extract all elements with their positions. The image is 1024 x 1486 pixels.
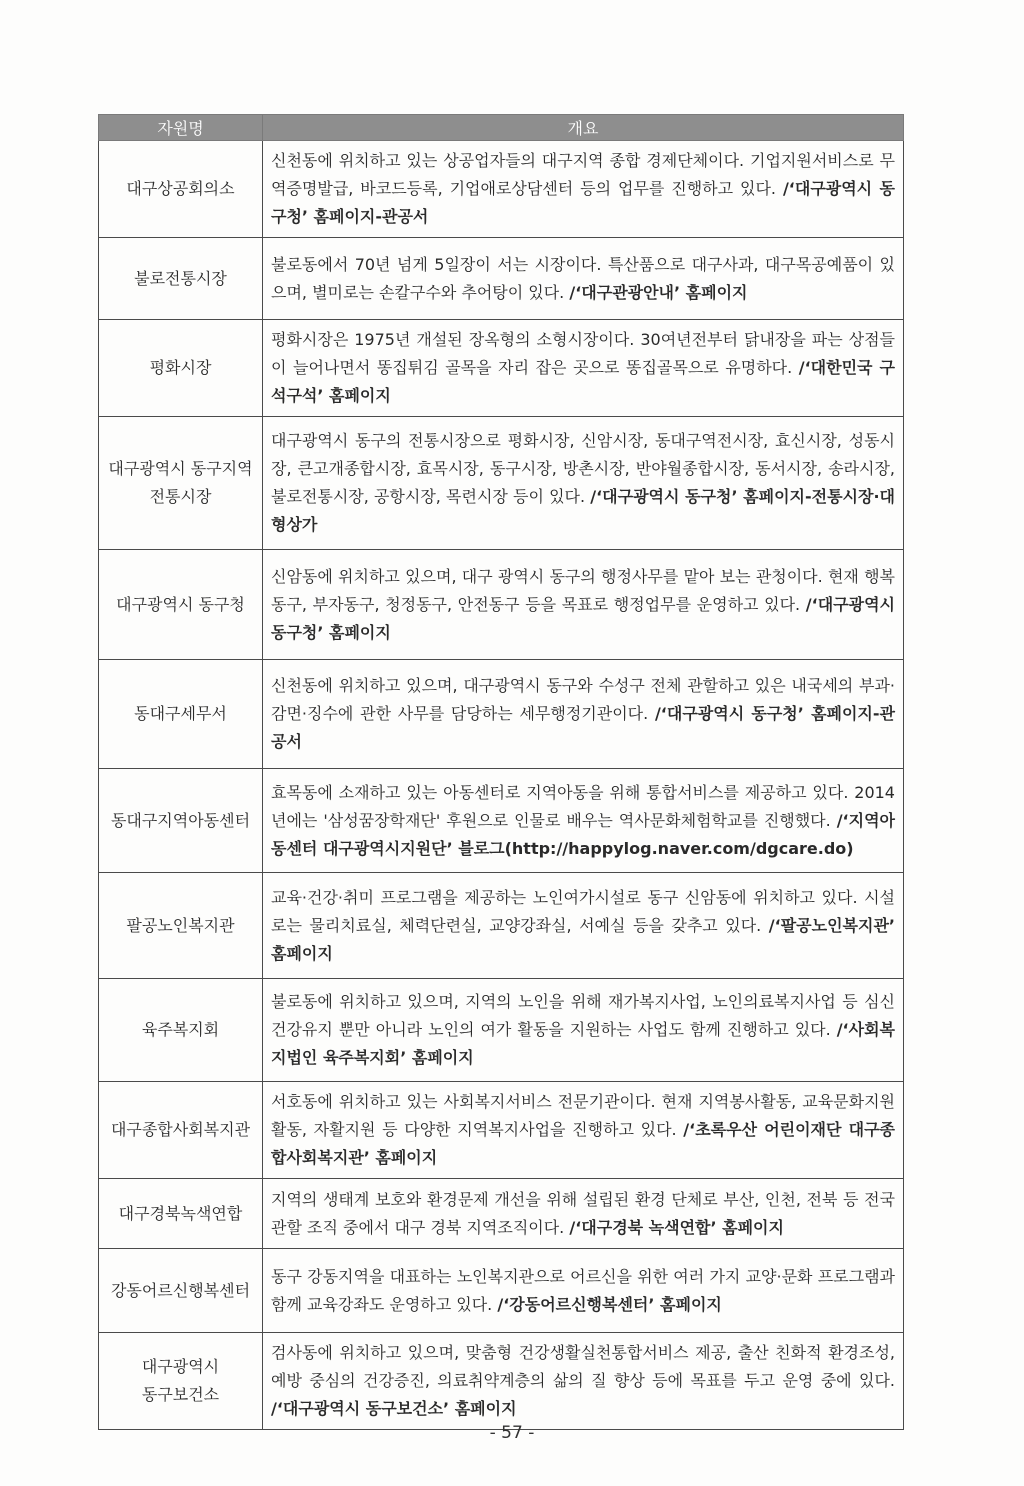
resource-table bbox=[98, 114, 904, 1430]
resource-name: 동대구지역아동센터 bbox=[99, 769, 263, 873]
table-row bbox=[99, 979, 904, 1082]
table-row bbox=[99, 238, 904, 320]
table-row bbox=[99, 550, 904, 660]
source-citation: /‘대구광역시 동구청’ 홈페이지-관공서 bbox=[271, 704, 895, 751]
resource-overview bbox=[263, 979, 904, 1082]
resource-overview bbox=[263, 873, 904, 979]
resource-name: 대구경북녹색연합 bbox=[99, 1179, 263, 1249]
resource-name: 대구광역시 동구지역 전통시장 bbox=[99, 417, 263, 550]
table-header-row bbox=[99, 115, 904, 141]
resource-overview bbox=[263, 1082, 904, 1179]
source-citation: /‘사회복지법인 육주복지회’ 홈페이지 bbox=[271, 1020, 895, 1067]
resource-name: 대구광역시 동구청 bbox=[99, 550, 263, 660]
overview-text: 불로동에 위치하고 있으며, 지역의 노인을 위해 재가복지사업, 노인의료복지사업 등 심신건강유지 뿐만 아니라 노인의 여가 활동을 지원하는 사업도 함께 진행하고 있다. bbox=[271, 992, 895, 1039]
overview-text: 서호동에 위치하고 있는 사회복지서비스 전문기관이다. 현재 지역봉사활동, 교육문화지원활동, 자활지원 등 다양한 지역복지사업을 진행하고 있다. bbox=[271, 1092, 895, 1139]
resource-name: 평화시장 bbox=[99, 320, 263, 417]
source-citation: /‘대구광역시 동구청’ 홈페이지-관공서 bbox=[271, 179, 895, 226]
resource-name: 대구광역시 동구보건소 bbox=[99, 1333, 263, 1430]
source-citation: /‘대구경북 녹색연합’ 홈페이지 bbox=[569, 1217, 784, 1237]
resource-overview bbox=[263, 141, 904, 238]
overview-text: 교육·건강·취미 프로그램을 제공하는 노인여가시설로 동구 신암동에 위치하고 있다. 시설로는 물리치료실, 체력단련실, 교양강좌실, 서예실 등을 갖추고 있다. bbox=[271, 887, 895, 935]
source-citation: /‘대구관광안내’ 홈페이지 bbox=[569, 282, 748, 302]
resource-overview bbox=[263, 1333, 904, 1430]
source-citation: /‘대구광역시 동구청’ 홈페이지-전통시장·대형상가 bbox=[271, 487, 895, 534]
overview-text: 신천동에 위치하고 있는 상공업자들의 대구지역 종합 경제단체이다. 기업지원서비스로 무역증명발급, 바코드등록, 기업애로상담센터 등의 업무를 진행하고 있다. bbox=[271, 151, 895, 198]
page-number: - 57 - bbox=[489, 1423, 535, 1443]
overview-text: 검사동에 위치하고 있으며, 맞춤형 건강생활실천통합서비스 제공, 출산 친화적 환경조성, 예방 중심의 건강증진, 의료취약계층의 삶의 질 향상 등에 목표를 두고 운영 중에 있다. bbox=[271, 1343, 895, 1390]
table-row bbox=[99, 417, 904, 550]
resource-name: 대구종합사회복지관 bbox=[99, 1082, 263, 1179]
header-resource-name: 자원명 bbox=[99, 115, 263, 141]
table-row bbox=[99, 1249, 904, 1333]
source-citation: /‘대한민국 구석구석’ 홈페이지 bbox=[271, 358, 895, 405]
overview-text: 신천동에 위치하고 있으며, 대구광역시 동구와 수성구 전체 관할하고 있은 내국세의 부과·감면·징수에 관한 사무를 담당하는 세무행정기관이다. bbox=[271, 676, 895, 723]
header-overview: 개요 bbox=[263, 115, 904, 141]
table-row bbox=[99, 660, 904, 769]
resource-overview bbox=[263, 238, 904, 320]
resource-overview bbox=[263, 1249, 904, 1333]
overview-text: 대구광역시 동구의 전통시장으로 평화시장, 신암시장, 동대구역전시장, 효신시장, 성동시장, 큰고개종합시장, 효목시장, 동구시장, 방촌시장, 반야월종합시장, 동서시장, 송라시장, 불로전통시장, 공항시장, 목련시장 등이 있다. bbox=[271, 431, 895, 506]
table-row bbox=[99, 1333, 904, 1430]
source-citation: /‘지역아동센터 대구광역시지원단’ 블로그(http://happylog.naver.com/dgcare.do) bbox=[271, 810, 895, 858]
resource-name: 강동어르신행복센터 bbox=[99, 1249, 263, 1333]
overview-text: 효목동에 소재하고 있는 아동센터로 지역아동을 위해 통합서비스를 제공하고 있다. 2014년에는 '삼성꿈장학재단' 후원으로 인물로 배우는 역사문화체험학교를 진행했다. bbox=[271, 782, 895, 830]
source-citation: /‘초록우산 어린이재단 대구종합사회복지관’ 홈페이지 bbox=[271, 1120, 895, 1167]
resource-overview bbox=[263, 320, 904, 417]
resource-name: 대구상공회의소 bbox=[99, 141, 263, 238]
resource-name: 팔공노인복지관 bbox=[99, 873, 263, 979]
table-row bbox=[99, 320, 904, 417]
table-row bbox=[99, 1179, 904, 1249]
table-row bbox=[99, 141, 904, 238]
overview-text: 동구 강동지역을 대표하는 노인복지관으로 어르신을 위한 여러 가지 교양·문화 프로그램과 함께 교육강좌도 운영하고 있다. bbox=[271, 1266, 895, 1314]
overview-text: 신암동에 위치하고 있으며, 대구 광역시 동구의 행정사무를 맡아 보는 관청이다. 현재 행복동구, 부자동구, 청정동구, 안전동구 등을 목표로 행정업무를 운영하고 있다. bbox=[271, 566, 895, 614]
table-row bbox=[99, 873, 904, 979]
resource-name: 동대구세무서 bbox=[99, 660, 263, 769]
source-citation: /‘대구광역시 동구보건소’ 홈페이지 bbox=[271, 1399, 517, 1418]
table-row bbox=[99, 769, 904, 873]
table-row bbox=[99, 1082, 904, 1179]
resource-overview bbox=[263, 1179, 904, 1249]
overview-text: 불로동에서 70년 넘게 5일장이 서는 시장이다. 특산품으로 대구사과, 대구목공예품이 있으며, 별미로는 손칼구수와 추어탕이 있다. bbox=[271, 254, 895, 302]
resource-name: 육주복지회 bbox=[99, 979, 263, 1082]
overview-text: 평화시장은 1975년 개설된 장옥형의 소형시장이다. 30여년전부터 닭내장을 파는 상점들이 늘어나면서 똥집튀김 골목을 자리 잡은 곳으로 똥집골목으로 유명하다. bbox=[271, 330, 895, 377]
source-citation: /‘대구광역시 동구청’ 홈페이지 bbox=[271, 594, 895, 642]
source-citation: /‘팔공노인복지관’ 홈페이지 bbox=[271, 915, 895, 963]
source-citation: /‘강동어르신행복센터’ 홈페이지 bbox=[497, 1294, 722, 1314]
resource-overview bbox=[263, 417, 904, 550]
resource-overview bbox=[263, 550, 904, 660]
overview-text: 지역의 생태계 보호와 환경문제 개선을 위해 설립된 환경 단체로 부산, 인천, 전북 등 전국 관할 조직 중에서 대구 경북 지역조직이다. bbox=[271, 1189, 895, 1237]
resource-overview bbox=[263, 660, 904, 769]
resource-overview bbox=[263, 769, 904, 873]
resource-name: 불로전통시장 bbox=[99, 238, 263, 320]
